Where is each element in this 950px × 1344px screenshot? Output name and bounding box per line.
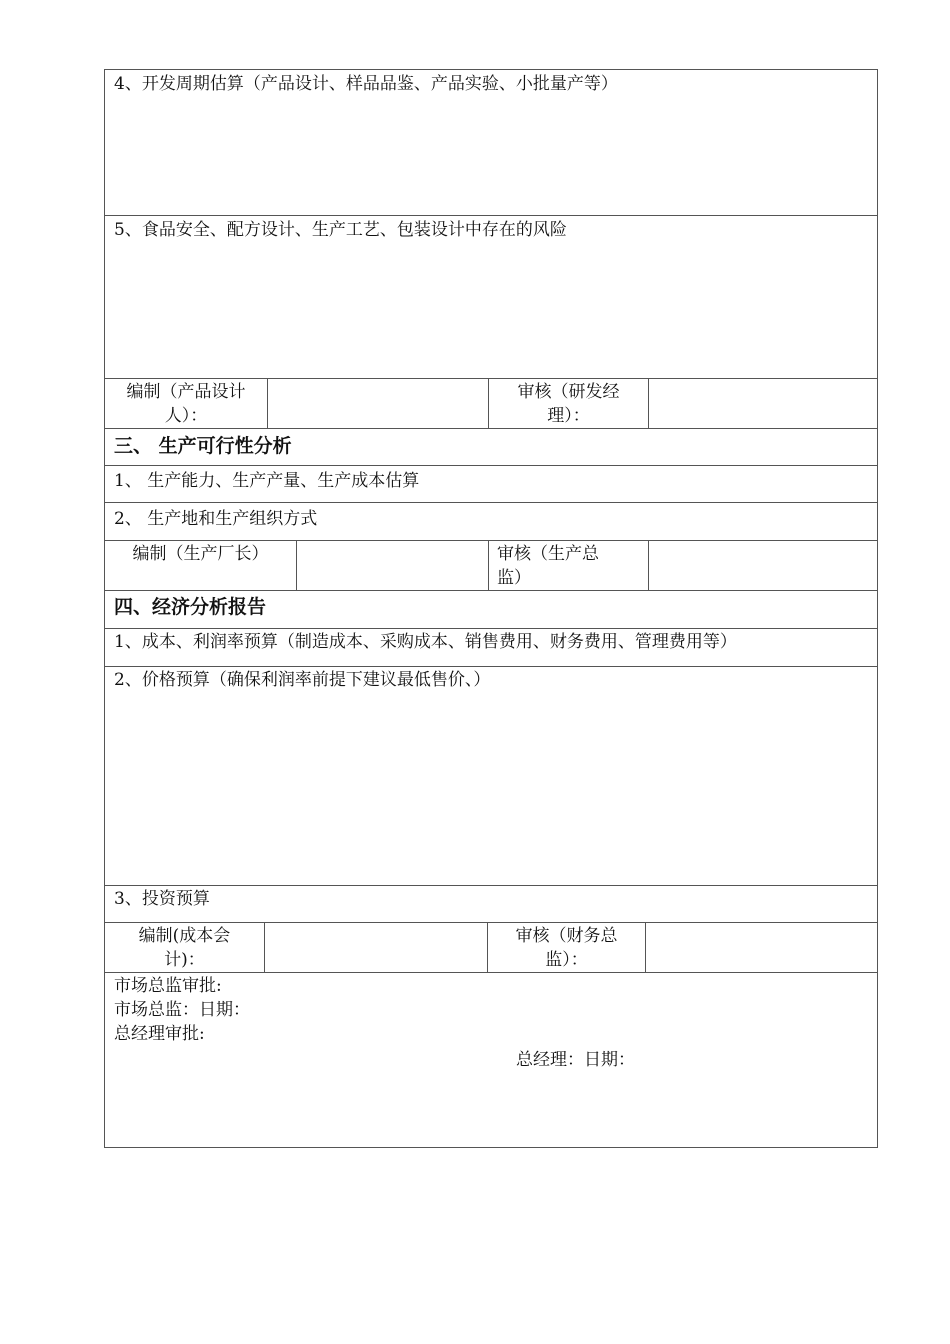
reviewed-by-value-cell[interactable] [649, 541, 877, 590]
section4-header-row [105, 591, 877, 629]
reviewed-by-cell [489, 379, 649, 428]
gm-approval-label: 总经理审批: [114, 1024, 205, 1044]
approval-block [105, 973, 877, 1147]
reviewed-by-label-line2: 理）： [547, 406, 590, 426]
prepared-by-cell [105, 379, 268, 428]
section4-title: 四、经济分析报告 [114, 596, 267, 618]
prepared-by-label-line2: 计)： [164, 950, 205, 970]
prepared-by-label-line1: 编制（产品设计 [126, 382, 246, 402]
design-signature-row [105, 379, 877, 429]
market-sign-date-label: 市场总监：日期： [114, 1000, 250, 1020]
dev-cycle-row [105, 70, 877, 216]
risk-row [105, 216, 877, 379]
prepared-by-label-line2: 人）： [164, 406, 208, 426]
investment-budget-label: 3、投资预算 [114, 889, 210, 909]
reviewed-by-label-line2: 监） [497, 568, 531, 588]
prepared-by-label-line1: 编制(成本会 [138, 926, 231, 946]
production-capacity-label: 1、 生产能力、生产产量、生产成本估算 [114, 471, 420, 491]
reviewed-by-value-cell[interactable] [646, 923, 877, 972]
reviewed-by-label-line2: 监）： [545, 950, 588, 970]
prepared-by-value-cell[interactable] [268, 379, 489, 428]
price-budget-label: 2、价格预算（确保利润率前提下建议最低售价、） [114, 670, 491, 690]
reviewed-by-label-line1: 审核（研发经 [517, 382, 620, 402]
prepared-by-label: 编制（生产厂长） [132, 544, 269, 564]
risk-label: 5、食品安全、配方设计、生产工艺、包装设计中存在的风险 [114, 220, 567, 240]
reviewed-by-value-cell[interactable] [649, 379, 877, 428]
section3-header-row [105, 429, 877, 466]
production-site-label: 2、 生产地和生产组织方式 [114, 509, 318, 529]
reviewed-by-label-line1: 审核（生产总 [497, 544, 599, 564]
feasibility-form-table [104, 69, 878, 1148]
cost-budget-row [105, 629, 877, 667]
section3-title: 三、 生产可行性分析 [114, 435, 292, 457]
market-approval-label: 市场总监审批: [114, 976, 222, 996]
finance-signature-row [105, 923, 877, 973]
prepared-by-cell [105, 541, 297, 590]
production-signature-row [105, 541, 877, 591]
reviewed-by-label-line1: 审核（财务总 [515, 926, 618, 946]
price-budget-row [105, 667, 877, 886]
reviewed-by-cell [488, 923, 646, 972]
prepared-by-cell [105, 923, 265, 972]
cost-budget-label: 1、成本、利润率预算（制造成本、采购成本、销售费用、财务费用、管理费用等） [114, 632, 737, 652]
dev-cycle-label: 4、开发周期估算（产品设计、样品品鉴、产品实验、小批量产等） [114, 74, 618, 94]
production-capacity-row [105, 466, 877, 503]
production-site-row [105, 503, 877, 541]
prepared-by-value-cell[interactable] [265, 923, 488, 972]
investment-budget-row [105, 886, 877, 923]
prepared-by-value-cell[interactable] [297, 541, 489, 590]
gm-sign-date-label: 总经理：日期： [516, 1050, 635, 1070]
reviewed-by-cell [489, 541, 649, 590]
